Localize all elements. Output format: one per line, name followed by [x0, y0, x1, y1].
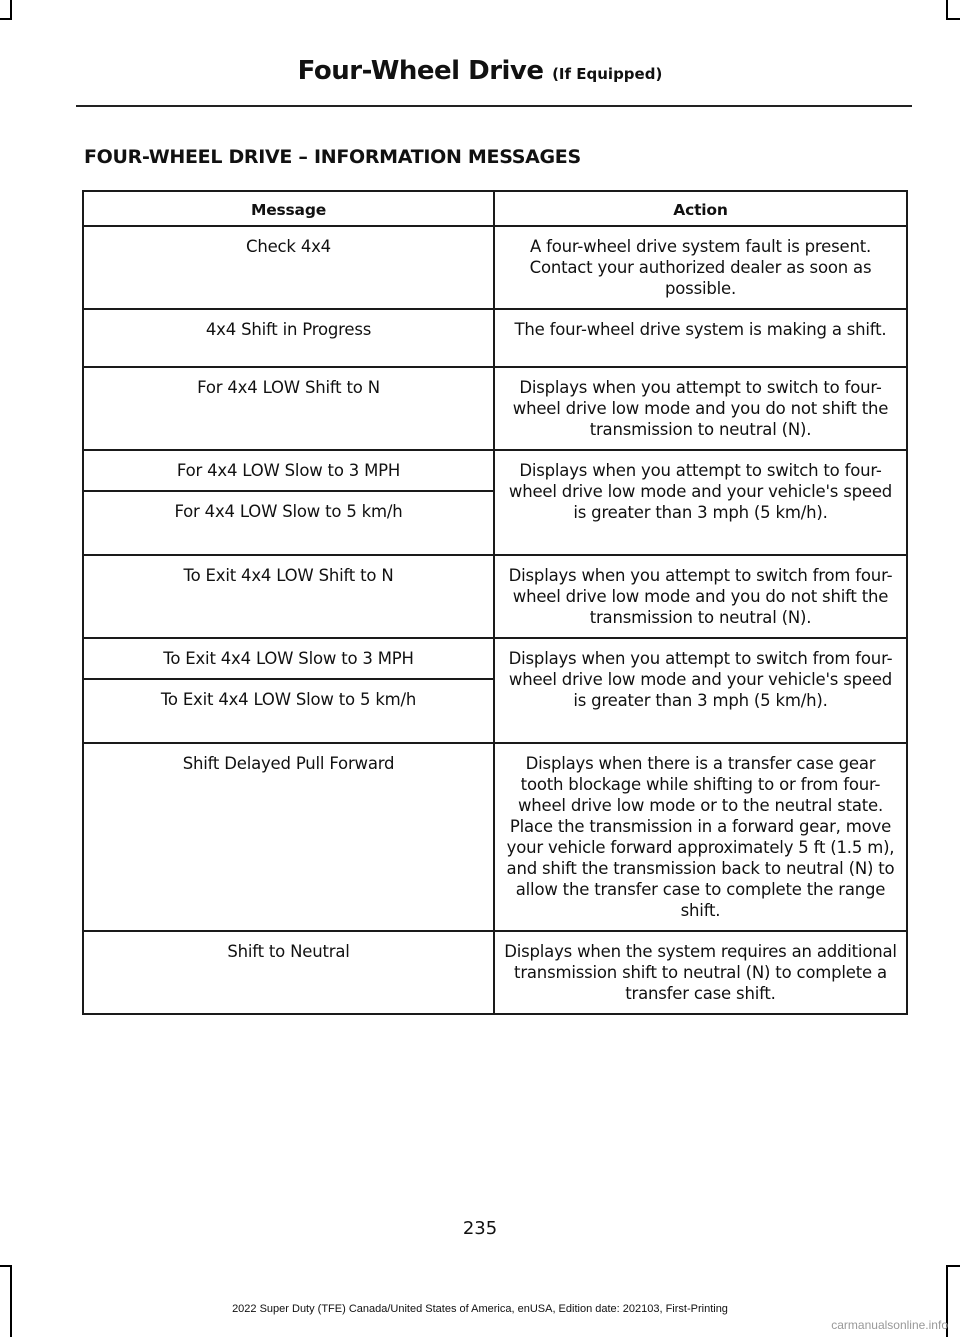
- chapter-title: [0, 56, 960, 86]
- action-column-header: Action: [494, 191, 907, 226]
- action-cell: Displays when you attempt to switch to four-wheel drive low mode and your vehicle's speed is greater than 3 mph (5 km/h).: [494, 450, 907, 555]
- table-row: [83, 743, 907, 931]
- chapter-subtitle: (If Equipped): [552, 65, 663, 83]
- table-row: [83, 450, 907, 491]
- crop-mark: [10, 1265, 12, 1337]
- table-row: [83, 931, 907, 1014]
- action-cell: Displays when you attempt to switch to four-wheel drive low mode and you do not shift the transmission to neutral (N).: [494, 367, 907, 450]
- message-cell: For 4x4 LOW Slow to 5 km/h: [83, 491, 494, 555]
- message-cell: To Exit 4x4 LOW Slow to 5 km/h: [83, 679, 494, 743]
- table-row: [83, 309, 907, 367]
- edition-footer: 2022 Super Duty (TFE) Canada/United States of America, enUSA, Edition date: 202103, First-Printing: [232, 1303, 728, 1315]
- message-cell: To Exit 4x4 LOW Slow to 3 MPH: [83, 638, 494, 679]
- action-cell: Displays when there is a transfer case gear tooth blockage while shifting to or from four-wheel drive low mode or to the neutral state. Place the transmission in a forward gear, move your vehicle forward approximately 5 ft (1.5 m), and shift the transmission back to neutral (N) to allow the transfer case to complete the range shift.: [494, 743, 907, 931]
- action-cell: The four-wheel drive system is making a shift.: [494, 309, 907, 367]
- action-cell: Displays when you attempt to switch from four-wheel drive low mode and your vehicle's speed is greater than 3 mph (5 km/h).: [494, 638, 907, 743]
- message-cell: Shift Delayed Pull Forward: [83, 743, 494, 931]
- crop-mark: [946, 18, 960, 20]
- message-cell: For 4x4 LOW Slow to 3 MPH: [83, 450, 494, 491]
- section-heading: FOUR-WHEEL DRIVE – INFORMATION MESSAGES: [84, 146, 581, 168]
- action-cell: A four-wheel drive system fault is present. Contact your authorized dealer as soon as possible.: [494, 226, 907, 309]
- action-cell: Displays when the system requires an additional transmission shift to neutral (N) to complete a transfer case shift.: [494, 931, 907, 1014]
- table-row: [83, 555, 907, 638]
- information-messages-table: [82, 190, 908, 1015]
- crop-mark: [10, 0, 12, 18]
- page-number: 235: [462, 1218, 498, 1239]
- message-column-header: Message: [83, 191, 494, 226]
- message-cell: 4x4 Shift in Progress: [83, 309, 494, 367]
- message-cell: For 4x4 LOW Shift to N: [83, 367, 494, 450]
- message-cell: To Exit 4x4 LOW Shift to N: [83, 555, 494, 638]
- message-cell: Check 4x4: [83, 226, 494, 309]
- crop-mark: [0, 1265, 12, 1267]
- table-row: [83, 638, 907, 679]
- crop-mark: [946, 0, 948, 18]
- message-cell: Shift to Neutral: [83, 931, 494, 1014]
- action-cell: Displays when you attempt to switch from four-wheel drive low mode and you do not shift the transmission to neutral (N).: [494, 555, 907, 638]
- table-row: [83, 226, 907, 309]
- chapter-title-text: Four-Wheel Drive: [297, 56, 544, 86]
- watermark: carmanualsonline.info: [831, 1318, 948, 1332]
- table-header-row: [83, 191, 907, 226]
- table-row: [83, 367, 907, 450]
- crop-mark: [946, 1265, 960, 1267]
- crop-mark: [0, 18, 12, 20]
- header-divider: [76, 105, 912, 107]
